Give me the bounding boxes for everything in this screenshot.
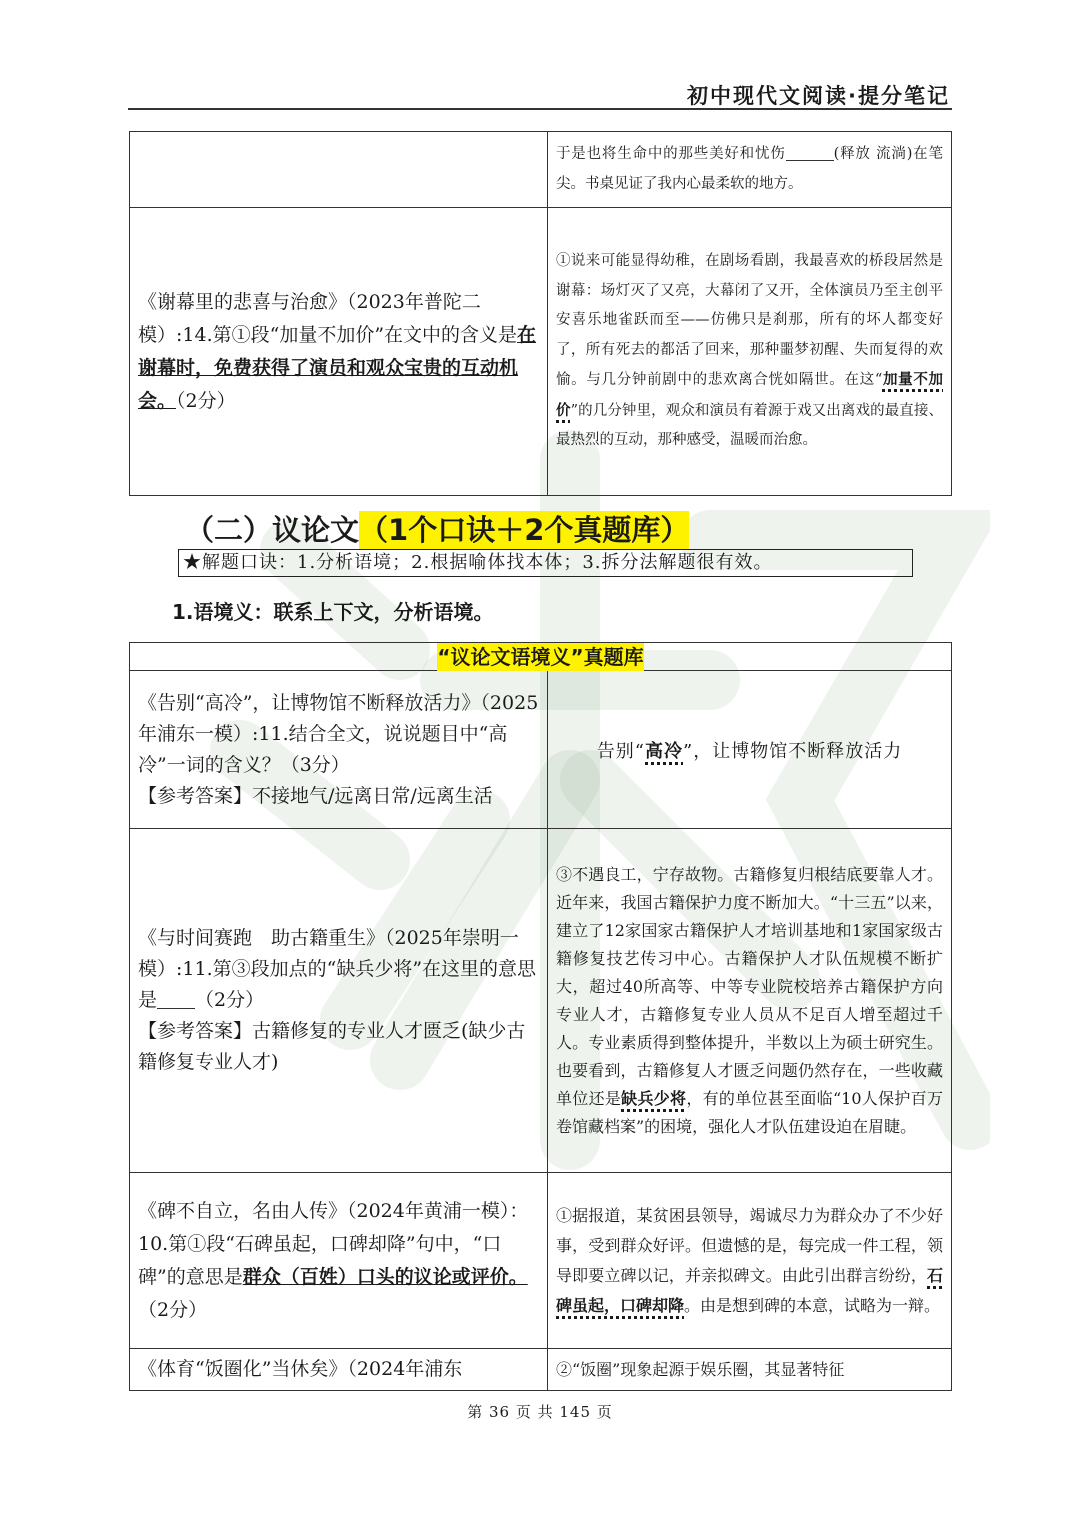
passage-cell (548, 829, 952, 1173)
score-text: （2分） (176, 389, 236, 412)
passage-cell (548, 1173, 952, 1349)
header-rule (128, 108, 952, 110)
question-text: 《体育“饭圈化”当休矣》（2024年浦东 (138, 1358, 463, 1380)
continuation-table (129, 131, 952, 496)
passage-text: ②“饭圈”现象起源于娱乐圈，其显著特征 (556, 1359, 845, 1379)
passage-cell (548, 671, 952, 829)
question-cell (130, 208, 548, 496)
page-header-title: 初中现代文阅读·提分笔记 (687, 84, 950, 108)
answer-text: 在谢幕时，免费获得了演员和观众宝贵的互动机会。 (138, 323, 537, 412)
question-text: 《谢幕里的悲喜与治愈》（2023年普陀二模）:14.第①段“加量不加价”在文中的含义是 (138, 290, 518, 346)
question-cell (130, 671, 548, 829)
table-row (130, 132, 952, 208)
section-title (185, 508, 689, 549)
table-header-text: “议论文语境义”真题库 (437, 644, 644, 669)
table-header-row (130, 643, 952, 671)
question-text: 《与时间赛跑 助古籍重生》（2025年崇明一模）:11.第③段加点的“缺兵少将”在这里的意思是 (138, 927, 537, 1011)
passage-text: 告别“ (596, 740, 645, 762)
score-text: （2分） (195, 989, 265, 1011)
sub-title: 1.语境义：联系上下文，分析语境。 (172, 600, 494, 624)
table-row (130, 1349, 952, 1391)
question-cell (130, 1349, 548, 1391)
table-row (130, 829, 952, 1173)
passage-text: ①说来可能显得幼稚，在剧场看剧，我最喜欢的桥段居然是谢幕：场灯灭了又亮，大幕闭了又开，全体演员乃至主创平安喜乐地雀跃而至——仿佛只是刹那，所有的坏人都变好了，所有死去的都活了回来，那种噩梦初醒、失而复得的欢愉。与几分钟前剧中的悲欢离合恍如隔世。在这“ (556, 253, 943, 389)
question-text: 《碑不自立，名由人传》（2024年黄浦一模）：10.第①段“石碑虽起，口碑却降”句中，“口碑”的意思是 (138, 1199, 529, 1288)
answer-blank (157, 989, 195, 1009)
dotted-keyword: 缺兵少将 (621, 1088, 687, 1108)
reference-answer: 【参考答案】不接地气/远离日常/远离生活 (138, 784, 493, 807)
dotted-keyword: 加量不加价 (556, 371, 943, 419)
passage-text: ①据报道，某贫困县领导，竭诚尽力为群众办了不少好事，受到群众好评。但遗憾的是，每完成一件工程，领导即要立碑以记，并亲拟碑文。由此引出群言纷纷， (556, 1205, 944, 1285)
passage-text: 。由是想到碑的本意，试略为一辩。 (684, 1295, 941, 1315)
table-header-cell (130, 643, 952, 671)
table-row (130, 1173, 952, 1349)
table-row (130, 208, 952, 496)
passage-text: ，有的单位甚至面临“10人保护百万卷馆藏档案”的困境，强化人才队伍建设迫在眉睫。 (556, 1088, 943, 1136)
dotted-keyword: 石碑虽起，口碑却降 (556, 1265, 944, 1315)
passage-text: (释放 流淌)在笔尖。书桌见证了我内心最柔软的地方。 (556, 146, 943, 192)
passage-text: ”的几分钟里，观众和演员有着源于戏又出离戏的最直接、最热烈的互动，那种感受，温暖而治愈。 (556, 402, 943, 449)
table-row (130, 671, 952, 829)
passage-text: ③不遇良工，宁存故物。古籍修复归根结底要靠人才。近年来，我国古籍保护力度不断加大。“十三五”以来，建立了12家国家古籍保护人才培训基地和1家国家级古籍修复技艺传习中心。古籍保护人才队伍规模不断扩大，超过40所高等、中等专业院校培养古籍保护方向专业人才，古籍修复专业人员从不足百人增至超过千人。专业素质得到整体提升，半数以上为硕士研究生。也要看到，古籍修复人才匮乏问题仍然存在，一些收藏单位还是 (556, 864, 944, 1108)
question-bank-table (129, 642, 952, 1391)
page-footer: 第 36 页 共 145 页 (467, 1403, 613, 1421)
question-cell (130, 829, 548, 1173)
passage-text: ”，让博物馆不断释放活力 (683, 740, 903, 762)
reference-answer: 【参考答案】古籍修复的专业人才匮乏(缺少古籍修复专业人才) (138, 1020, 526, 1073)
dotted-keyword: 高冷 (645, 740, 683, 762)
score-text: （2分） (138, 1298, 208, 1321)
section-title-text: （二）议论文 (185, 513, 360, 547)
tips-box: ★解题口诀：1.分析语境；2.根据喻体找本体；3.拆分法解题很有效。 (178, 549, 913, 577)
table-cell-right (548, 132, 952, 208)
section-title-highlight: （1个口诀＋2个真题库） (359, 513, 690, 547)
passage-cell (548, 1349, 952, 1391)
question-text: 《告别“高冷”，让博物馆不断释放活力》（2025年浦东一模）:11.结合全文，说说题目中“高冷”一词的含义？（3分） (138, 691, 539, 776)
answer-text: 群众（百姓）口头的议论或评价。 (242, 1265, 528, 1288)
table-cell-left (130, 132, 548, 208)
passage-cell (548, 208, 952, 496)
question-cell (130, 1173, 548, 1349)
answer-blank (786, 146, 834, 162)
passage-text: 于是也将生命中的那些美好和忧伤 (556, 146, 786, 162)
